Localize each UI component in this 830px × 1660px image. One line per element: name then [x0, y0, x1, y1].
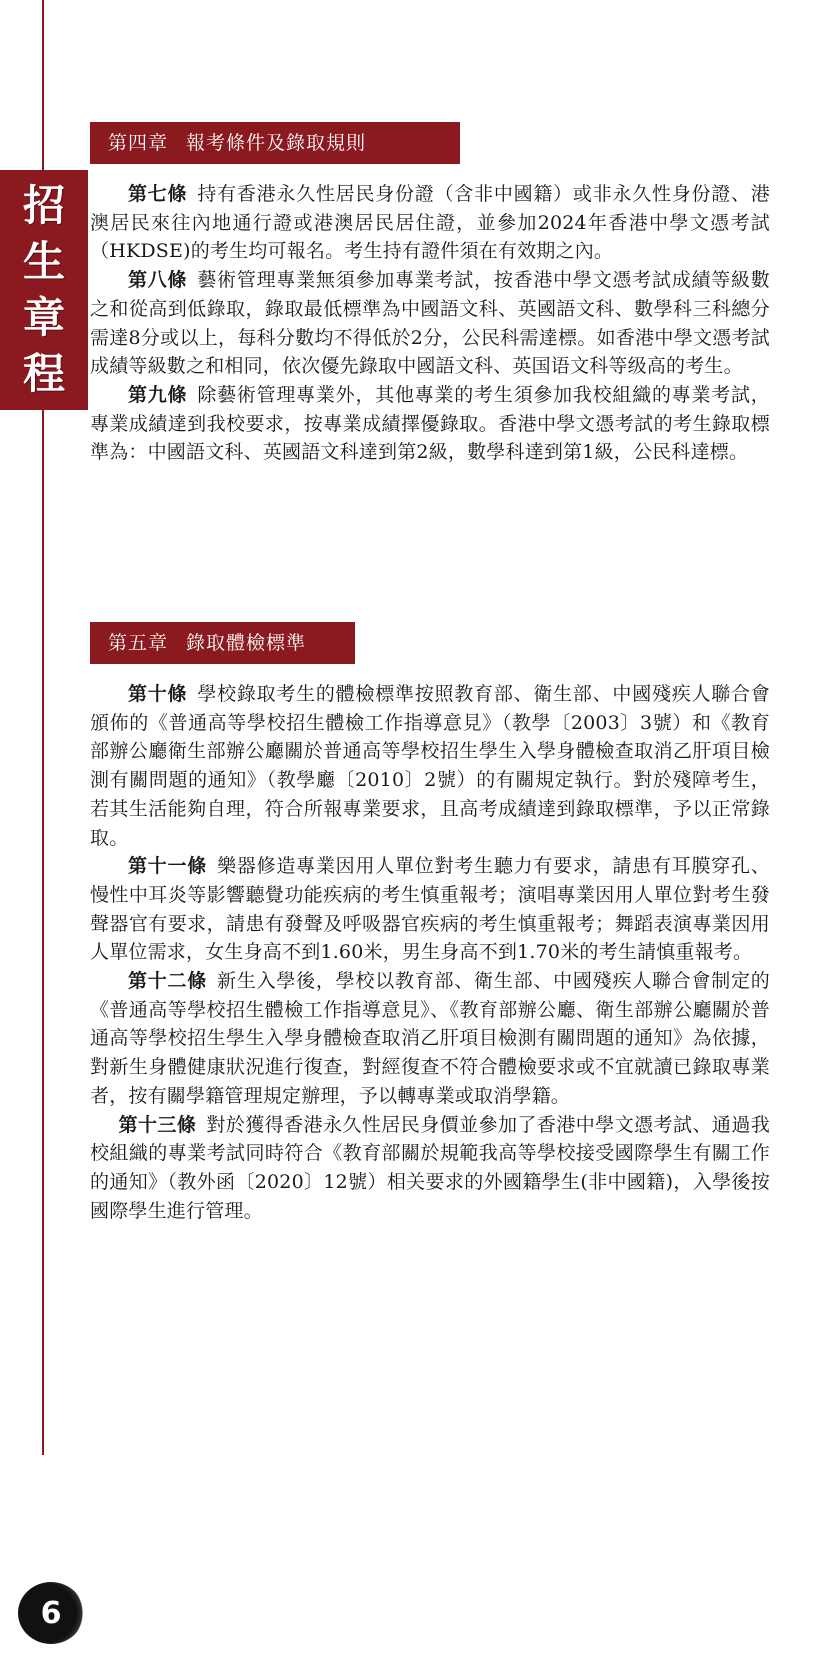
page-number: 6 [40, 1595, 62, 1631]
article-text: 學校錄取考生的體檢標準按照教育部、衛生部、中國殘疾人聯合會頒佈的《普通高等學校招生體檢工作指導意見》（教學〔2003〕3號）和《教育部辦公廳衛生部辦公廳關於普通高等學校招生學生入學身體檢查取消乙肝項目檢測有關問題的通知》（教學廳〔2010〕2號）的有關規定執行。對於殘障考生，若其生活能夠自理，符合所報專業要求，且高考成績達到錄取標準，予以正常錄取。 [90, 683, 770, 849]
side-tab-char: 生 [22, 237, 65, 286]
article-text: 藝術管理專業無須參加專業考試，按香港中學文憑考試成績等級數之和從高到低錄取，錄取最低標準為中國語文科、英國語文科、數學科三科總分需達8分或以上，每科分數均不得低於2分，公民科需達標。如香港中學文憑考試成績等級數之和相同，依次優先錄取中國語文科、英国语文科等级高的考生。 [90, 269, 770, 378]
side-tab-char: 招 [22, 181, 65, 230]
article-text: 對於獲得香港永久性居民身價並參加了香港中學文憑考試、通過我校組織的專業考試同時符合《教育部關於規範我高等學校接受國際學生有關工作的通知》（教外函〔2020〕12號）相关要求的外國籍學生(非中國籍)，入學後按國際學生進行管理。 [90, 1113, 770, 1222]
article-10 [90, 680, 770, 852]
side-tab-char: 章 [22, 293, 65, 342]
article-12 [90, 967, 770, 1111]
chapter-number: 第四章 [108, 132, 169, 154]
chapter-heading-4 [90, 122, 460, 164]
article-7 [90, 180, 770, 266]
article-text: 新生入學後，學校以教育部、衛生部、中國殘疾人聯合會制定的《普通高等學校招生體檢工作指導意見》、《教育部辦公廳、衛生部辦公廳關於普通高等學校招生學生入學身體檢查取消乙肝項目檢測有關問題的通知》為依據，對新生身體健康狀況進行復查，對經復查不符合體檢要求或不宜就讀已錄取專業者，按有關學籍管理規定辦理，予以轉專業或取消學籍。 [90, 970, 770, 1107]
article-text: 除藝術管理專業外，其他專業的考生須參加我校組織的專業考試，專業成績達到我校要求，按專業成績擇優錄取。香港中學文憑考試的考生錄取標準為：中國語文科、英國語文科達到第2級，數學科達到第1級，公民科達標。 [90, 383, 770, 464]
chapter-title: 報考條件及錄取規則 [186, 132, 367, 154]
left-rule-bottom [42, 395, 44, 1455]
article-11 [90, 852, 770, 967]
article-8 [90, 266, 770, 381]
article-9 [90, 381, 770, 467]
side-tab-admissions [0, 170, 88, 410]
article-label: 第八條 [128, 269, 188, 292]
article-label: 第七條 [128, 183, 188, 205]
chapter-number: 第五章 [108, 632, 169, 654]
article-text: 持有香港永久性居民身份證（含非中國籍）或非永久性身份證、港澳居民來往內地通行證或港澳居民居住證，並參加2024年香港中學文憑考試（HKDSE)的考生均可報名。考生持有證件須在有效期之內。 [90, 183, 770, 263]
article-13 [90, 1111, 770, 1226]
left-rule-top [42, 0, 44, 170]
page-number-badge [18, 1582, 84, 1644]
article-label: 第十三條 [118, 1113, 197, 1136]
chapter-4-body [90, 180, 770, 467]
article-label: 第十條 [128, 683, 188, 705]
chapter-5-body [90, 680, 770, 1225]
article-label: 第九條 [128, 383, 188, 406]
article-label: 第十一條 [128, 855, 208, 878]
side-tab-char: 程 [22, 349, 65, 398]
article-text: 樂器修造專業因用人單位對考生聽力有要求，請患有耳膜穿孔、慢性中耳炎等影響聽覺功能疾病的考生慎重報考；演唱專業因用人單位對考生發聲器官有要求，請患有發聲及呼吸器官疾病的考生慎重報考；舞蹈表演專業因用人單位需求，女生身高不到1.60米，男生身高不到1.70米的考生請慎重報考。 [90, 855, 770, 964]
chapter-title: 錄取體檢標準 [186, 632, 307, 654]
article-label: 第十二條 [128, 970, 208, 993]
chapter-heading-5 [90, 622, 355, 664]
